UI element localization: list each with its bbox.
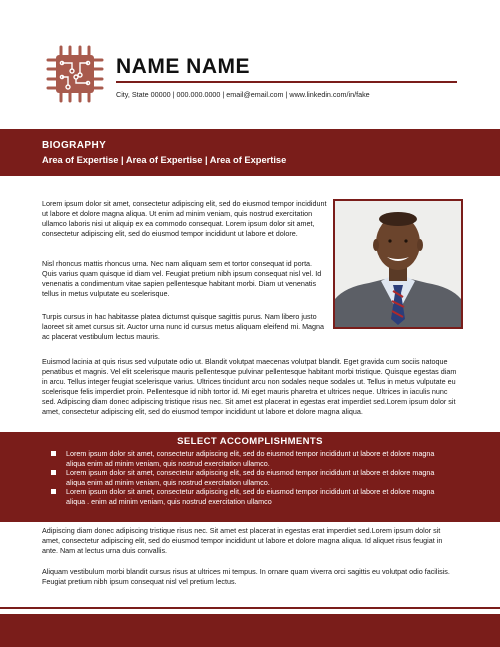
headshot-photo	[333, 199, 463, 329]
bullet-icon	[51, 470, 56, 475]
contact-line: City, State 00000 | 000.000.0000 | email@email.com | www.linkedin.com/in/fake	[116, 90, 370, 99]
biography-banner	[0, 129, 500, 176]
closing-paragraph-1: Adipiscing diam donec adipiscing tristique risus nec. Sit amet est placerat in egestas erat imperdiet sed.Lorem ipsum dolor sit amet, consectetur adipiscing elit, sed do eiusmod tempor incididunt ut labore et dolore magna aliqua. Id aliquet risus feugiat in ante. Nam at lectus urna duis convallis.	[42, 526, 443, 555]
header-divider	[116, 81, 457, 83]
list-item	[50, 468, 455, 487]
bullet-icon	[51, 489, 56, 494]
biography-title: BIOGRAPHY	[42, 140, 107, 151]
bio-paragraph-4: Euismod lacinia at quis risus sed vulputate odio ut. Blandit volutpat maecenas volutpat blandit. Eget gravida cum sociis natoque penatibus et magnis. Vel elit scelerisque mauris pellentesque pulvinar pellentesque habitant morbi tristique. Quisque egestas diam in arcu. Tellus integer feugiat scelerisque varius. Ultrices tincidunt arcu non sodales neque sodales ut. Tellus in metus vulputate eu scelerisque felis imperdiet proin. Pellentesque id nibh tortor id. Mi eget mauris pharetra et ultrices neque. Ultrices in iaculis nunc sed. Adipiscing diam donec adipiscing tristique risus nec. Sit amet est placerat in egestas erat imperdiet sed.Lorem ipsum dolor sit amet, consectetur adipiscing elit, sed do eiusmod tempor incididunt ut labore et dolore magna aliqua.	[42, 357, 457, 416]
list-item	[50, 449, 455, 468]
bio-paragraph-2: Nisl rhoncus mattis rhoncus urna. Nec nam aliquam sem et tortor consequat id porta. Quis varius quam quisque id diam vel. Feugiat pretium nibh ipsum consequat nisl vel. Id venenatis a condimentum vitae sapien pellentesque habitant morbi. Diam ut venenatis tellus in metus vulputate eu scelerisque.	[42, 259, 322, 298]
accomplishments-list	[50, 449, 455, 507]
footer-divider	[0, 607, 500, 609]
bio-paragraph-3: Turpis cursus in hac habitasse platea dictumst quisque sagittis purus. Nam libero justo laoreet sit amet cursus sit. Auctor urna nunc id cursus metus aliquam eleifend mi. Magna ac placerat vestibulum lectus mauris.	[42, 312, 325, 341]
footer-banner	[0, 614, 500, 647]
circuit-chip-icon	[46, 45, 104, 103]
accomplishment-text: Lorem ipsum dolor sit amet, consectetur adipiscing elit, sed do eiusmod tempor incididunt ut labore et dolore magna aliqua enim ad minim veniam, quis nostrud exercitation ullamco.	[66, 449, 435, 468]
list-item	[50, 487, 455, 506]
accomplishments-title: SELECT ACCOMPLISHMENTS	[177, 436, 323, 447]
closing-paragraph-2: Aliquam vestibulum morbi blandit cursus risus at ultrices mi tempus. In ornare quam viverra orci sagittis eu volutpat odio facilisis. Feugiat pretium nibh ipsum consequat nisl vel pretium lectus.	[42, 567, 450, 586]
accomplishment-text: Lorem ipsum dolor sit amet, consectetur adipiscing elit, sed do eiusmod tempor incididunt ut labore et dolore magna aliqua . enim ad minim veniam, quis nostrud exercitation ullamco	[66, 487, 435, 506]
accomplishment-text: Lorem ipsum dolor sit amet, consectetur adipiscing elit, sed do eiusmod tempor incididunt ut labore et dolore magna aliqua enim ad minim veniam, quis nostrud exercitation ullamco.	[66, 468, 435, 487]
expertise-line: Area of Expertise | Area of Expertise | Area of Expertise	[42, 155, 287, 165]
candidate-name: NAME NAME	[116, 55, 250, 78]
bullet-icon	[51, 451, 56, 456]
bio-paragraph-1: Lorem ipsum dolor sit amet, consectetur adipiscing elit, sed do eiusmod tempor incididunt ut labore et dolore magna aliqua. Ut enim ad minim veniam, quis nostrud exercitation ullamco laboris nisi ut aliquip ex ea commodo consequat. Lorem ipsum dolor sit amet, consectetur adipiscing elit, sed do eiusmod tempor incididunt ut labore et dolore.	[42, 199, 327, 238]
